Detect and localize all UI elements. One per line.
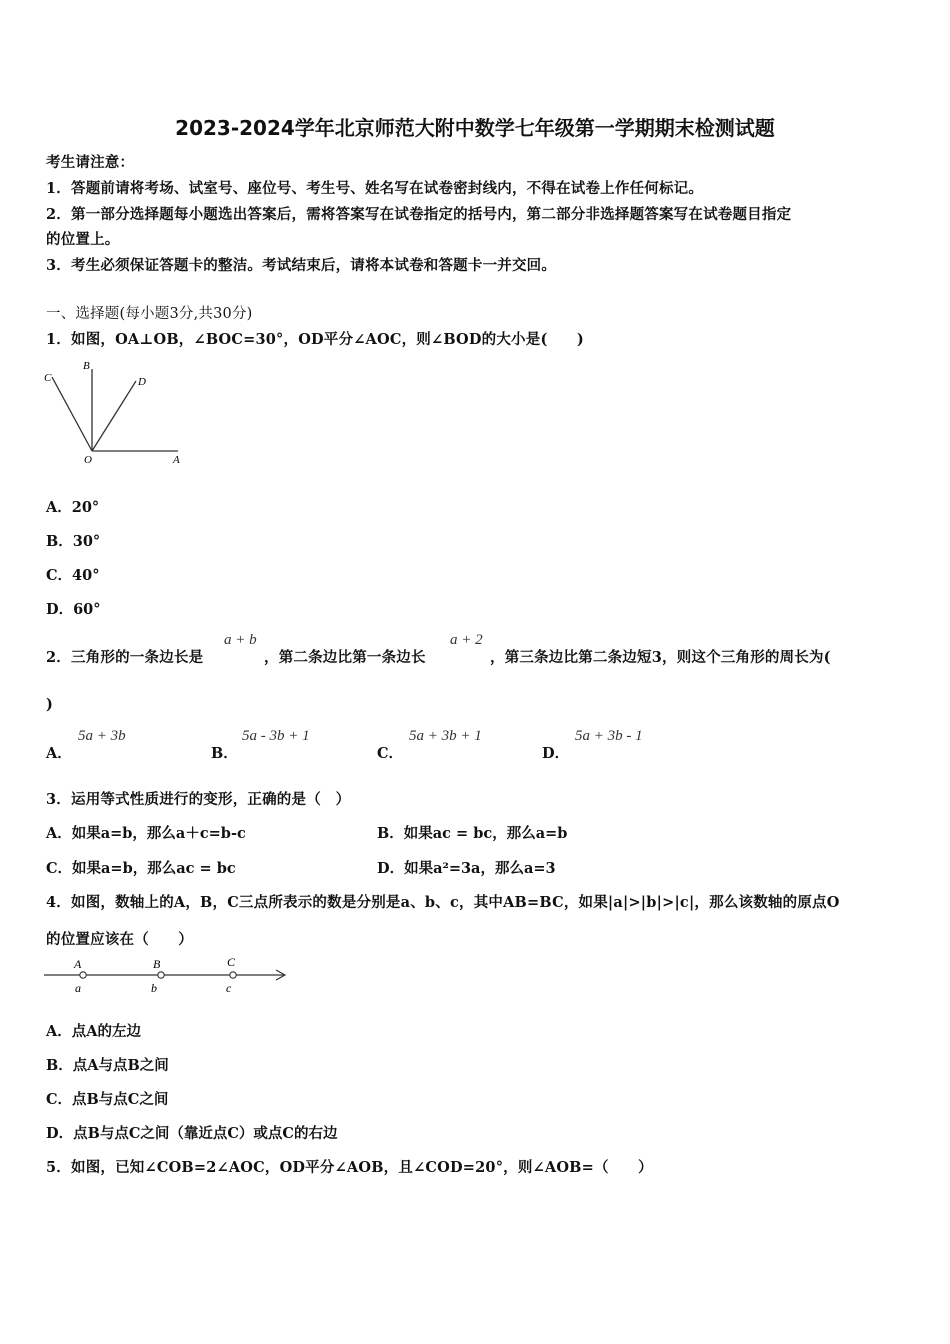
q2-option-a-expr: 5a + 3b	[78, 728, 126, 744]
q1-option-a: A．20°	[46, 499, 100, 516]
notice-heading: 考生请注意：	[46, 154, 135, 171]
q3-option-a: A．如果a=b，那么a＋c=b-c	[46, 825, 246, 842]
q1-option-d: D．60°	[46, 601, 101, 618]
q4-option-d: D．点B与点C之间（靠近点C）或点C的右边	[46, 1125, 338, 1142]
q2-expr-second-side: a + 2	[450, 632, 483, 648]
label-value-b: b	[151, 981, 157, 995]
notice-item-2: 2．第一部分选择题每小题选出答案后，需将答案写在试卷指定的括号内，第二部分非选择题答案写在试卷题目指定	[46, 206, 792, 223]
q2-stem-part3: ，第三条边比第二条边短3，则这个三角形的周长为(	[490, 649, 831, 666]
q2-stem-close: )	[46, 696, 54, 713]
q2-stem-part2: ，第二条边比第一条边长	[264, 649, 426, 666]
q1-option-b: B．30°	[46, 533, 101, 550]
q1-option-c: C．40°	[46, 567, 100, 584]
label-o: O	[84, 454, 92, 466]
notice-item-3: 3．考生必须保证答题卡的整洁。考试结束后，请将本试卷和答题卡一并交回。	[46, 257, 557, 274]
q3-option-c: C．如果a=b，那么ac = bc	[46, 860, 236, 877]
q2-stem-part1: 2．三角形的一条边长是	[46, 649, 204, 666]
label-value-a: a	[75, 981, 81, 995]
label-point-a: A	[74, 957, 82, 971]
q2-option-b-expr: 5a - 3b + 1	[242, 728, 310, 744]
ray-oc	[52, 377, 92, 451]
point-c	[230, 972, 236, 978]
q4-option-b: B．点A与点B之间	[46, 1057, 169, 1074]
q2-option-d-letter: D．	[542, 745, 570, 762]
label-a: A	[173, 454, 180, 466]
ray-od	[92, 381, 136, 451]
q2-option-b-letter: B．	[211, 745, 238, 762]
q4-stem: 4．如图，数轴上的A，B，C三点所表示的数是分别是a、b、c，其中AB=BC，如果|a|>|b|>|c|，那么该数轴的原点O	[46, 894, 840, 911]
label-c: C	[44, 372, 52, 384]
q1-stem: 1．如图，OA⊥OB，∠BOC=30°，OD平分∠AOC，则∠BOD的大小是( )	[46, 331, 584, 348]
label-d: D	[138, 376, 146, 388]
q3-stem: 3．运用等式性质进行的变形，正确的是（ ）	[46, 791, 351, 808]
q4-option-a: A．点A的左边	[46, 1023, 142, 1040]
section-heading: 一、选择题(每小题3分,共30分)	[46, 306, 253, 322]
q2-expr-first-side: a + b	[224, 632, 257, 648]
label-value-c: c	[226, 981, 232, 995]
q3-option-b: B．如果ac = bc，那么a=b	[377, 825, 568, 842]
q3-option-d: D．如果a²=3a，那么a=3	[377, 860, 556, 877]
q2-option-d-expr: 5a + 3b - 1	[575, 728, 643, 744]
label-point-b: B	[153, 957, 161, 971]
point-b	[158, 972, 164, 978]
q2-option-c-expr: 5a + 3b + 1	[409, 728, 482, 744]
page-title: 2023-2024学年北京师范大附中数学七年级第一学期期末检测试题	[175, 116, 775, 140]
label-b: B	[83, 360, 90, 372]
label-point-c: C	[227, 955, 236, 969]
q5-stem: 5．如图，已知∠COB=2∠AOC，OD平分∠AOB，且∠COD=20°，则∠AOB=（ ）	[46, 1159, 653, 1176]
q1-angle-figure	[40, 355, 190, 467]
q4-stem-cont: 的位置应该在（ ）	[46, 931, 193, 948]
q2-option-c-letter: C．	[377, 745, 404, 762]
q2-option-a-letter: A．	[46, 745, 72, 762]
point-a	[80, 972, 86, 978]
q4-option-c: C．点B与点C之间	[46, 1091, 169, 1108]
notice-item-2-cont: 的位置上。	[46, 231, 120, 248]
notice-item-1: 1．答题前请将考场、试室号、座位号、考生号、姓名写在试卷密封线内，不得在试卷上作任何标记。	[46, 180, 704, 197]
q4-number-line-figure	[40, 954, 292, 996]
